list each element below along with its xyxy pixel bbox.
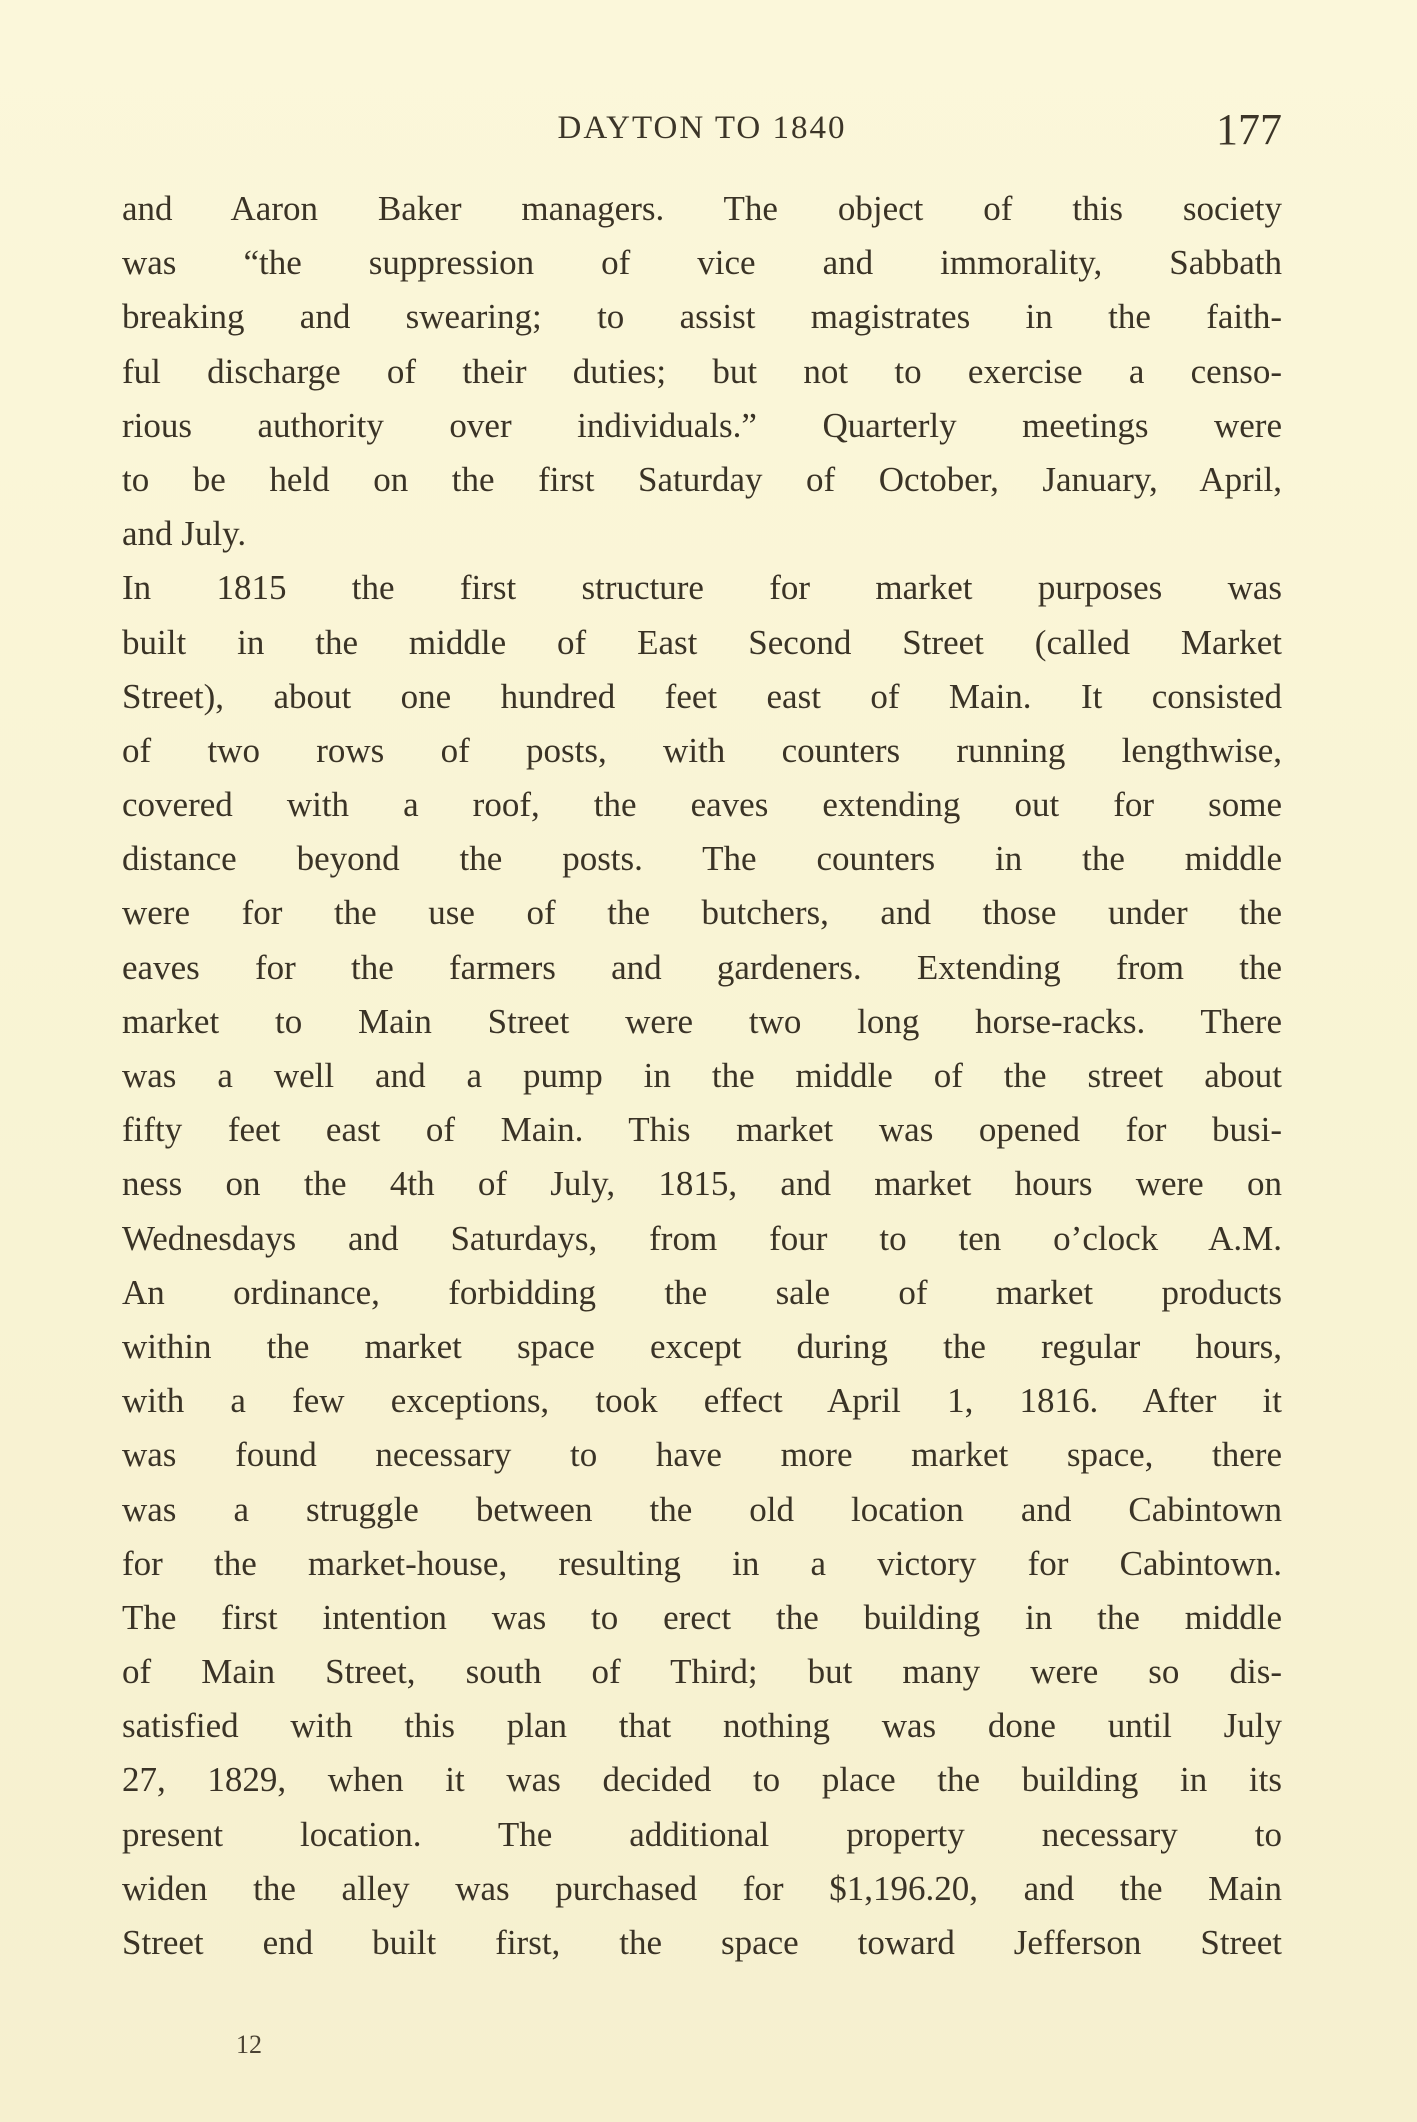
text-line: Street end built first, the space toward Jefferson Street bbox=[122, 1923, 1282, 1962]
text-line: of Main Street, south of Third; but many were so dis- bbox=[122, 1652, 1282, 1692]
text-line: was found necessary to have more market space, there bbox=[122, 1435, 1282, 1475]
text-line: breaking and swearing; to assist magistrates in the faith- bbox=[122, 297, 1282, 337]
text-line: Street), about one hundred feet east of Main. It consisted bbox=[122, 676, 1282, 716]
text-line: for the market-house, resulting in a victory for Cabintown. bbox=[122, 1543, 1282, 1583]
running-title: DAYTON TO 1840 bbox=[557, 110, 847, 146]
text-line: rious authority over individuals.” Quarterly meetings were bbox=[122, 405, 1282, 445]
text-line: present location. The additional property necessary to bbox=[122, 1814, 1282, 1854]
text-line: widen the alley was purchased for $1,196.20, and the Main bbox=[122, 1868, 1282, 1908]
page-number: 177 bbox=[1216, 105, 1282, 154]
text-line: distance beyond the posts. The counters in the middle bbox=[122, 839, 1282, 879]
body-text bbox=[122, 182, 1282, 1970]
text-line: ness on the 4th of July, 1815, and market hours were on bbox=[122, 1164, 1282, 1204]
text-line: satisfied with this plan that nothing was done until July bbox=[122, 1706, 1282, 1746]
text-line: within the market space except during the regular hours, bbox=[122, 1326, 1282, 1366]
text-line: were for the use of the butchers, and those under the bbox=[122, 893, 1282, 933]
text-line: built in the middle of East Second Street (called Market bbox=[122, 622, 1282, 662]
text-line: eaves for the farmers and gardeners. Extending from the bbox=[122, 947, 1282, 987]
text-line: An ordinance, forbidding the sale of market products bbox=[122, 1272, 1282, 1312]
text-line: was “the suppression of vice and immorality, Sabbath bbox=[122, 243, 1282, 283]
text-line: The first intention was to erect the building in the middle bbox=[122, 1597, 1282, 1637]
text-line: fifty feet east of Main. This market was opened for busi- bbox=[122, 1110, 1282, 1150]
text-line: was a struggle between the old location and Cabintown bbox=[122, 1489, 1282, 1529]
text-line: 27, 1829, when it was decided to place the building in its bbox=[122, 1760, 1282, 1800]
text-line: was a well and a pump in the middle of the street about bbox=[122, 1056, 1282, 1095]
signature-mark: 12 bbox=[236, 2030, 262, 2059]
text-line: covered with a roof, the eaves extending out for some bbox=[122, 785, 1282, 825]
text-line: with a few exceptions, took effect April 1, 1816. After it bbox=[122, 1381, 1282, 1421]
text-line: In 1815 the first structure for market purposes was bbox=[122, 568, 1282, 608]
text-line: and Aaron Baker managers. The object of this society bbox=[122, 189, 1282, 228]
text-line: Wednesdays and Saturdays, from four to ten o’clock A.M. bbox=[122, 1218, 1282, 1258]
text-line: and July. bbox=[122, 514, 247, 554]
text-line: market to Main Street were two long horse-racks. There bbox=[122, 1001, 1282, 1041]
text-line: ful discharge of their duties; but not to exercise a censo- bbox=[122, 351, 1282, 391]
text-line: of two rows of posts, with counters running lengthwise, bbox=[122, 730, 1282, 770]
running-head bbox=[122, 104, 1282, 154]
text-line: to be held on the first Saturday of October, January, April, bbox=[122, 459, 1282, 499]
